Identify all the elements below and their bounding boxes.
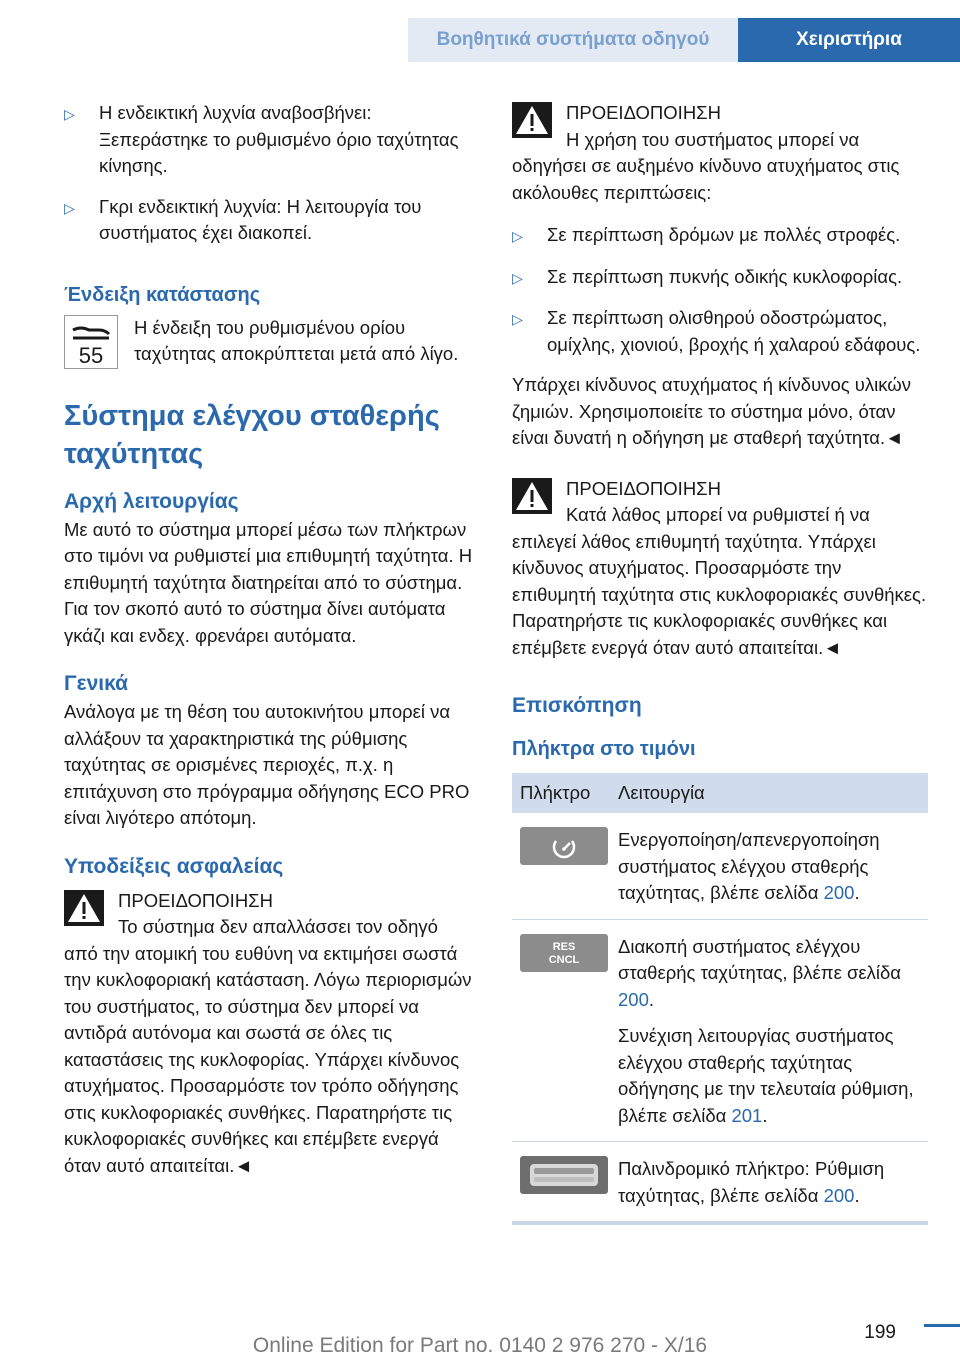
warning-followup-text: Υπάρχει κίνδυνος ατυχήματος ή κίνδυνος υλικών ζημιών. Χρησιμοποιείτε το σύστημα μόνο, όταν είναι δυνατή η οδήγηση με σταθερή ταχύτητα.◄ — [512, 374, 911, 448]
overview-heading: Επισκόπηση — [512, 694, 642, 717]
list-item — [512, 222, 928, 250]
page-link[interactable]: 200 — [823, 1184, 855, 1206]
function-text: Ενεργοποίηση/απενεργοποίηση συστήματος ελέγχου σταθερής ταχύτητας, βλέπε σελίδα — [618, 829, 880, 903]
left-column — [64, 100, 476, 1185]
triangle-bullet-icon: ▷ — [512, 228, 523, 244]
page-link[interactable]: 200 — [823, 882, 855, 903]
column-header-function: Λειτουργία — [618, 773, 928, 813]
table-row: Παλινδρομικό πλήκτρο: Ρύθμιση ταχύτητας, βλέπε σελίδα 200. — [512, 1142, 928, 1224]
warning-title: ΠΡΟΕΙΔΟΠΟΙΗΣΗ — [566, 102, 721, 123]
safety-warning — [64, 888, 476, 1180]
list-item-text: Σε περίπτωση πυκνής οδικής κυκλοφορίας. — [547, 265, 903, 287]
list-item — [512, 305, 928, 358]
right-column — [512, 100, 928, 1225]
svg-text:CNCL: CNCL — [548, 953, 580, 966]
res-cncl-icon — [520, 934, 608, 972]
safety-heading: Υποδείξεις ασφαλείας — [64, 854, 284, 878]
svg-text:RES: RES — [552, 940, 576, 953]
page-link[interactable]: 200 — [618, 988, 649, 1010]
section-title: Βοηθητικά συστήματα οδηγού — [408, 18, 738, 62]
list-item-text: Γκρι ενδεικτική λυχνία: Η λειτουργία του συστήματος έχει διακοπεί. — [99, 195, 422, 243]
status-heading: Ένδειξη κατάστασης — [64, 283, 261, 306]
function-text-resume: Συνέχιση λειτουργίας συστήματος ελέγχου σταθερής ταχύτητας οδήγησης με την τελευταία ρύθμιση, βλέπε σελίδα — [618, 1025, 914, 1126]
list-item-text: Η ενδεικτική λυχνία αναβοσβήνει: Ξεπεράστηκε το ρυθμισμένο όριο ταχύτητας κίνησης. — [99, 102, 459, 176]
warning-title: ΠΡΟΕΙΔΟΠΟΙΗΣΗ — [566, 477, 721, 499]
rocker-switch-icon — [520, 1156, 608, 1194]
chapter-title: Χειριστήρια — [738, 18, 960, 62]
usage-warning — [512, 100, 928, 206]
table-row: RES CNCL Διακοπή συστήματος ελέγχου σταθερής ταχύτητας, βλέπε σελίδα 200. Συνέχιση λειτουργίας συστήματος ελέγχου σταθερής ταχύτητας οδήγησης με την τελευταία ρύθμιση, βλέπε σελίδα 201. — [512, 919, 928, 1142]
warning-text: Κατά λάθος μπορεί να ρυθμιστεί ή να επιλεγεί λάθος επιθυμητή ταχύτητα. Υπάρχει κίνδυνος ατυχήματος. Προσαρμόστε την επιθυμητή ταχύτητα στις κυκλοφοριακές συνθήκες. Παρατηρήστε τις κυκλοφοριακές συνθήκες και επέμβετε ενεργά όταν αυτό απαιτείται.◄ — [512, 504, 927, 658]
edition-note: Online Edition for Part no. 0140 2 976 270 - X/16 — [252, 1334, 708, 1357]
status-text: Η ένδειξη του ρυθμισμένου ορίου ταχύτητας αποκρύπτεται μετά από λίγο. — [134, 316, 459, 364]
function-text: Διακοπή συστήματος ελέγχου σταθερής ταχύτητας, βλέπε σελίδα — [618, 935, 901, 983]
warning-title: ΠΡΟΕΙΔΟΠΟΙΗΣΗ — [118, 889, 273, 911]
keys-table — [512, 773, 928, 1225]
list-item — [64, 194, 476, 247]
page-link[interactable]: 201 — [731, 1104, 763, 1126]
speed-limit-indicator-icon — [64, 315, 118, 369]
triangle-bullet-icon: ▷ — [64, 199, 75, 216]
triangle-bullet-icon: ▷ — [512, 311, 523, 327]
table-header-row — [512, 773, 928, 813]
speed-selection-warning — [512, 476, 928, 662]
warning-icon — [512, 102, 552, 138]
general-heading: Γενικά — [64, 672, 129, 695]
list-item-text: Σε περίπτωση δρόμων με πολλές στροφές. — [547, 224, 901, 245]
page-title: Σύστημα ελέγχου σταθερής ταχύτητας — [64, 399, 440, 470]
cruise-control-icon — [520, 827, 608, 865]
warning-icon — [64, 890, 104, 926]
keys-heading: Πλήκτρα στο τιμόνι — [512, 738, 696, 760]
principle-text: Με αυτό το σύστημα μπορεί μέσω των πλήκτρων στο τιμόνι να ρυθμιστεί μια επιθυμητή ταχύτητα. Η επιθυμητή ταχύτητα διατηρείται από το σύστημα. Για τον σκοπό αυτό το σύστημα δίνει αυτόματα γκάζι και ενδεχ. φρενάρει αυτόματα. — [64, 518, 473, 646]
triangle-bullet-icon: ▷ — [64, 106, 75, 122]
table-row: Ενεργοποίηση/απενεργοποίηση συστήματος ελέγχου σταθερής ταχύτητας, βλέπε σελίδα 200. — [512, 813, 928, 919]
indicator-value: 55 — [78, 342, 104, 368]
status-indicator — [64, 315, 476, 369]
warning-text: Το σύστημα δεν απαλλάσσει τον οδηγό από την ατομική του ευθύνη να εκτιμήσει σωστά την κυκλοφοριακή κατάσταση. Λόγω περιορισμών του συστήματος, το σύστημα δεν μπορεί να αντιδρά αυτόνομα και σωστά σε όλες τις καταστάσεις της κυκλοφορίας. Υπάρχει κίνδυνος ατυχήματος. Προσαρμόστε τον τρόπο οδήγησης στις κυκλοφοριακές συνθήκες. Παρατηρήστε τις κυκλοφοριακές συνθήκες και επέμβετε ενεργά όταν αυτό απαιτείται.◄ — [64, 916, 472, 1176]
page-footer — [0, 1322, 960, 1362]
warning-icon — [512, 478, 552, 514]
page-number: 199 — [864, 1322, 896, 1343]
list-item-text: Σε περίπτωση ολισθηρού οδοστρώματος, ομίχλης, χιονιού, βροχής ή χαλαρού εδάφους. — [547, 307, 921, 355]
function-text: Παλινδρομικό πλήκτρο: Ρύθμιση ταχύτητας, βλέπε σελίδα — [618, 1158, 885, 1206]
list-item — [512, 264, 928, 292]
column-header-key: Πλήκτρο — [512, 773, 618, 813]
page-header — [0, 0, 960, 62]
list-item — [64, 100, 476, 180]
principle-heading: Αρχή λειτουργίας — [64, 489, 239, 513]
warning-text: Η χρήση του συστήματος μπορεί να οδηγήσει σε αυξημένο κίνδυνο ατυχήματος στις ακόλουθες περιπτώσεις: — [512, 128, 900, 203]
triangle-bullet-icon: ▷ — [512, 269, 523, 286]
general-text: Ανάλογα με τη θέση του αυτοκινήτου μπορεί να αλλάξουν τα χαρακτηριστικά της ρύθμισης ταχύτητας σε ορισμένες περιοχές, π.χ. η επιτάχυνση στο πρόγραμμα οδήγησης ECO PRO είναι λιγότερο απότομη. — [64, 701, 470, 828]
